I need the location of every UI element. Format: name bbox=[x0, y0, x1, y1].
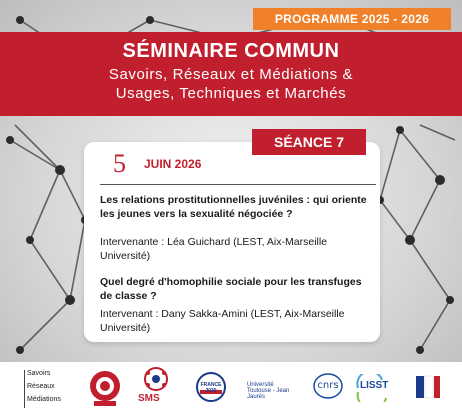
ujj-logo-icon bbox=[247, 378, 295, 400]
france-2030-text: FRANCE 2030 bbox=[200, 382, 222, 394]
talk-2-title: Quel degré d'homophilie sociale pour les transfuges de classe ? bbox=[100, 276, 362, 302]
sms-logo-text: SMS bbox=[138, 393, 160, 404]
seminar-subtitle-line1: Savoirs, Réseaux et Médiations & bbox=[108, 66, 354, 83]
lisst-logo-text: LISST bbox=[360, 380, 389, 391]
seance-badge: SÉANCE 7 bbox=[252, 129, 366, 155]
sms-logo-icon bbox=[134, 366, 178, 410]
srm-logo bbox=[18, 366, 66, 410]
ttp-logo-icon bbox=[86, 368, 124, 408]
srm-logo-line2: Réseaux bbox=[27, 383, 55, 390]
partner-logo-icon bbox=[414, 372, 442, 402]
seminar-title: SÉMINAIRE COMMUN bbox=[122, 40, 340, 62]
france-2030-icon bbox=[196, 372, 226, 402]
ujj-logo-text: Université Toulouse - Jean Jaurès bbox=[247, 382, 290, 400]
divider bbox=[100, 184, 376, 185]
programme-badge: PROGRAMME 2025 - 2026 bbox=[253, 8, 451, 30]
talk-2-speaker: Intervenant : Dany Sakka-Amini (LEST, Aix-Marseille Université) bbox=[100, 308, 345, 334]
header-banner bbox=[0, 32, 462, 116]
srm-logo-line1: Savoirs bbox=[27, 370, 51, 377]
date-month-year: JUIN 2026 bbox=[144, 157, 202, 171]
seminar-subtitle-line2: Usages, Techniques et Marchés bbox=[115, 85, 347, 102]
talk-1-speaker: Intervenante : Léa Guichard (LEST, Aix-Marseille Université) bbox=[100, 236, 328, 262]
cnrs-logo-text: cnrs bbox=[317, 380, 339, 391]
talk-1-title: Les relations prostitutionnelles juvéniles : qui oriente les jeunes vers la sexualité négociée ? bbox=[100, 194, 367, 220]
srm-logo-line3: Médiations bbox=[27, 396, 61, 403]
lisst-logo-icon bbox=[354, 374, 400, 402]
date-day: 5 bbox=[113, 149, 126, 178]
cnrs-logo-icon bbox=[312, 372, 344, 400]
srm-logo-bar bbox=[24, 370, 25, 408]
